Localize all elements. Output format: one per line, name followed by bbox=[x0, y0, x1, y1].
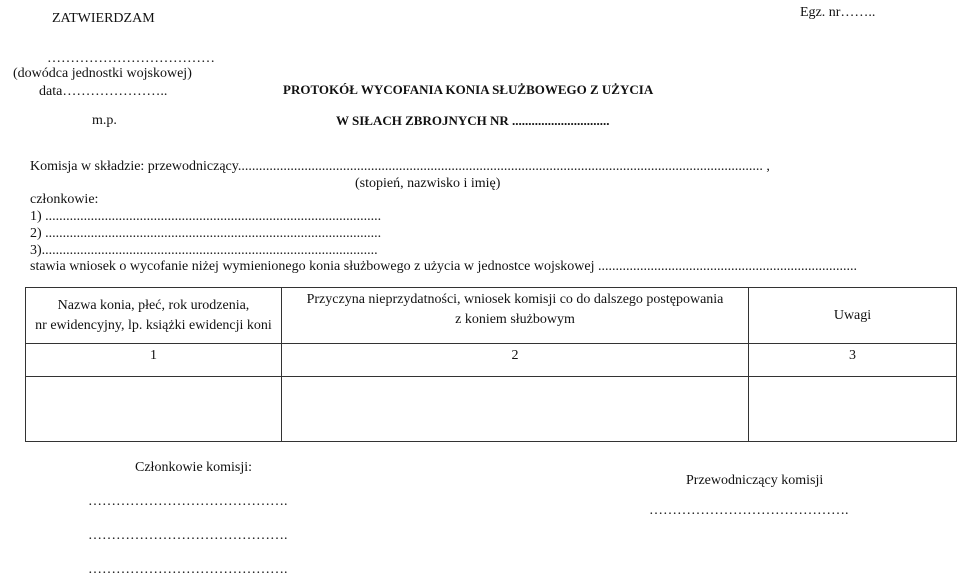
column-header-horse: Nazwa konia, płeć, rok urodzenia, nr ewidencyjny, lp. książki ewidencji koni bbox=[26, 288, 282, 344]
member-signature-line-3: ……………………………………. bbox=[88, 562, 288, 577]
member-line-3: 3)................................................................................................ bbox=[30, 243, 378, 258]
member-signature-line-2: ……………………………………. bbox=[88, 528, 288, 543]
table-cell-reason bbox=[282, 377, 749, 442]
document-subtitle: W SIŁACH ZBROJNYCH NR .............................. bbox=[336, 113, 610, 128]
member-line-2: 2) ................................................................................................ bbox=[30, 226, 382, 241]
table-header-row bbox=[26, 288, 957, 344]
document-title: PROTOKÓŁ WYCOFANIA KONIA SŁUŻBOWEGO Z UŻYCIA bbox=[283, 82, 654, 97]
column-number: 1 bbox=[26, 344, 282, 377]
member-signature-line-1: ……………………………………. bbox=[88, 494, 288, 509]
chair-signature-line: ……………………………………. bbox=[649, 503, 849, 518]
column-number: 3 bbox=[749, 344, 957, 377]
seal-label: m.p. bbox=[92, 113, 117, 128]
commander-signature-line: ……………………………… bbox=[47, 51, 215, 66]
table-number-row bbox=[26, 344, 957, 377]
approved-label: ZATWIERDZAM bbox=[52, 11, 155, 26]
date-line: data………………….. bbox=[39, 84, 168, 99]
column-number: 2 bbox=[282, 344, 749, 377]
table-row bbox=[26, 377, 957, 442]
motion-line: stawia wniosek o wycofanie niżej wymienionego konia służbowego z użycia w jednostce wojskowej .......................................................................... bbox=[30, 259, 858, 274]
commission-line: Komisja w składzie: przewodniczący...................................................................................................................................................... , bbox=[30, 159, 770, 174]
chair-signature-label: Przewodniczący komisji bbox=[686, 473, 824, 488]
table-cell-horse bbox=[26, 377, 282, 442]
members-label: członkowie: bbox=[30, 192, 99, 207]
member-line-1: 1) ................................................................................................ bbox=[30, 209, 382, 224]
horse-table bbox=[25, 287, 957, 442]
table-cell-notes bbox=[749, 377, 957, 442]
copy-number: Egz. nr…….. bbox=[800, 5, 876, 20]
column-header-notes: Uwagi bbox=[749, 288, 957, 344]
chair-caption: (stopień, nazwisko i imię) bbox=[355, 176, 501, 191]
members-signature-label: Członkowie komisji: bbox=[135, 460, 253, 475]
column-header-reason: Przyczyna nieprzydatności, wniosek komisji co do dalszego postępowania z koniem służbowym bbox=[282, 288, 749, 344]
commander-caption: (dowódca jednostki wojskowej) bbox=[13, 66, 192, 81]
